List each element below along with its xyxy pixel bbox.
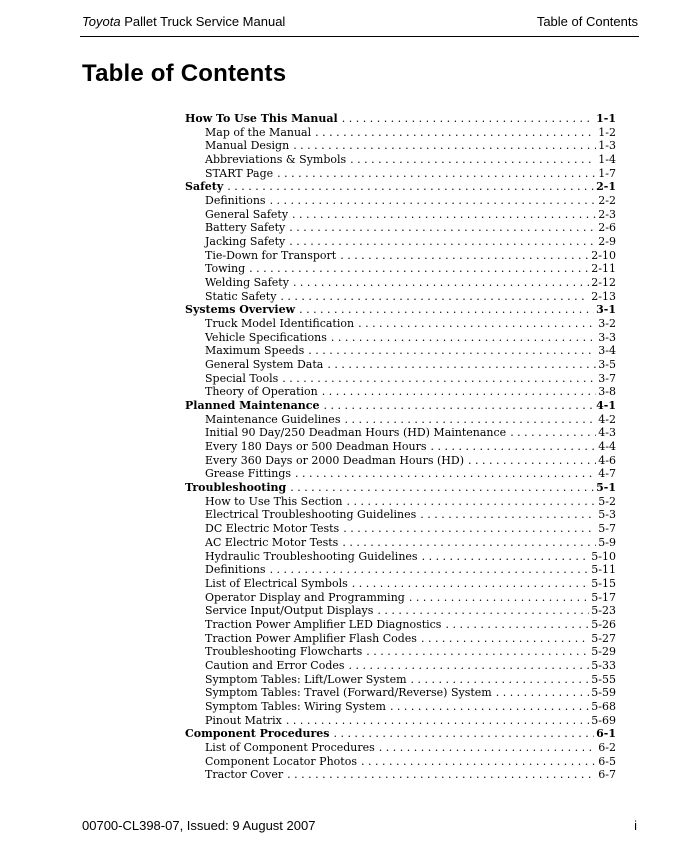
toc-entry-page: 2-6	[598, 221, 616, 235]
dot-leader	[249, 262, 589, 276]
dot-leader	[409, 591, 589, 605]
dot-leader	[327, 358, 596, 372]
dot-leader	[342, 112, 594, 126]
toc-entry-label: General Safety	[205, 207, 289, 221]
dot-leader	[289, 235, 596, 249]
toc-entry-page: 5-11	[591, 563, 616, 577]
toc-entry-page: 3-1	[596, 303, 616, 317]
toc-entry-label: Maintenance Guidelines	[205, 412, 341, 426]
toc-entry-label: Initial 90 Day/250 Deadman Hours (HD) Maintenance	[205, 426, 507, 440]
toc-entry-label: Grease Fittings	[205, 467, 292, 481]
toc-subentry[interactable]	[185, 126, 616, 140]
toc-subentry[interactable]	[185, 454, 616, 468]
toc-entry-label: Symptom Tables: Lift/Lower System	[205, 672, 407, 686]
toc-subentry[interactable]	[185, 645, 616, 659]
toc-entry-label: How To Use This Manual	[185, 112, 338, 125]
toc-subentry[interactable]	[185, 440, 616, 454]
toc-entry-page: 5-29	[591, 645, 616, 659]
toc-entry-page: 4-6	[598, 453, 616, 467]
toc-subentry[interactable]	[185, 577, 616, 591]
dot-leader	[421, 632, 589, 646]
toc-entry-page: 5-68	[591, 699, 616, 713]
dot-leader	[496, 686, 590, 700]
dot-leader	[366, 645, 589, 659]
toc-subentry[interactable]	[185, 426, 616, 440]
toc-entry-page: 4-7	[598, 467, 616, 481]
dot-leader	[349, 659, 590, 673]
dot-leader	[315, 126, 596, 140]
toc-entry-page: 5-69	[591, 713, 616, 727]
dot-leader	[287, 768, 596, 782]
dot-leader	[277, 167, 596, 181]
footer-page-number: i	[634, 818, 637, 833]
toc-section-entry[interactable]	[185, 399, 616, 413]
toc-subentry[interactable]	[185, 262, 616, 276]
dot-leader	[292, 208, 596, 222]
toc-section-entry[interactable]	[185, 481, 616, 495]
toc-entry-page: 5-15	[591, 576, 616, 590]
toc-entry-label: Hydraulic Troubleshooting Guidelines	[205, 549, 418, 563]
toc-entry-label: Electrical Troubleshooting Guidelines	[205, 508, 417, 522]
running-header-title	[82, 14, 285, 29]
toc-entry-page: 3-3	[598, 330, 616, 344]
dot-leader	[379, 741, 596, 755]
toc-entry-label: Symptom Tables: Wiring System	[205, 699, 386, 713]
toc-entry-label: Every 360 Days or 2000 Deadman Hours (HD)	[205, 453, 465, 467]
toc-subentry[interactable]	[185, 249, 616, 263]
toc-entry-label: Safety	[185, 180, 224, 194]
dot-leader	[322, 385, 597, 399]
toc-entry-page: 6-7	[598, 768, 616, 782]
toc-entry-page: 3-4	[598, 344, 616, 358]
dot-leader	[344, 413, 596, 427]
toc-entry-page: 6-1	[596, 727, 616, 741]
toc-entry-page: 2-2	[598, 194, 616, 208]
dot-leader	[510, 426, 596, 440]
toc-entry-page: 3-5	[598, 358, 616, 372]
toc-subentry[interactable]	[185, 550, 616, 564]
brand-name: Toyota	[82, 14, 121, 29]
toc-subentry[interactable]	[185, 495, 616, 509]
running-header-section: Table of Contents	[536, 14, 638, 29]
toc-entry-page: 3-7	[598, 371, 616, 385]
toc-subentry[interactable]	[185, 153, 616, 167]
toc-subentry[interactable]	[185, 372, 616, 386]
toc-section-entry[interactable]	[185, 112, 616, 126]
dot-leader	[282, 372, 596, 386]
toc-entry-page: 2-10	[591, 248, 616, 262]
toc-entry-page: 2-12	[591, 276, 616, 290]
toc-subentry[interactable]	[185, 741, 616, 755]
toc-entry-page: 2-11	[591, 262, 616, 276]
dot-leader	[333, 727, 594, 741]
toc-subentry[interactable]	[185, 344, 616, 358]
toc-subentry[interactable]	[185, 358, 616, 372]
dot-leader	[286, 714, 589, 728]
toc-entry-label: DC Electric Motor Tests	[205, 522, 340, 536]
toc-entry-label: Tie-Down for Transport	[205, 248, 337, 262]
toc-entry-label: Traction Power Amplifier Flash Codes	[205, 631, 417, 645]
toc-entry-label: General System Data	[205, 358, 324, 372]
toc-entry-label: Welding Safety	[205, 276, 289, 290]
dot-leader	[358, 317, 596, 331]
toc-entry-label: List of Component Procedures	[205, 740, 375, 754]
toc-entry-label: Every 180 Days or 500 Deadman Hours	[205, 440, 427, 454]
toc-entry-label: Planned Maintenance	[185, 399, 320, 413]
header-rule	[80, 36, 639, 37]
toc-subentry[interactable]	[185, 167, 616, 181]
toc-entry-label: Traction Power Amplifier LED Diagnostics	[205, 617, 442, 631]
toc-entry-label: Map of the Manual	[205, 125, 312, 139]
dot-leader	[290, 481, 594, 495]
toc-entry-label: Towing	[205, 262, 246, 276]
toc-entry-label: Manual Design	[205, 139, 290, 153]
toc-subentry[interactable]	[185, 659, 616, 673]
toc-entry-page: 5-26	[591, 617, 616, 631]
toc-entry-label: START Page	[205, 166, 274, 180]
toc-entry-label: Battery Safety	[205, 221, 286, 235]
toc-entry-label: Maximum Speeds	[205, 344, 305, 358]
toc-subentry[interactable]	[185, 768, 616, 782]
dot-leader	[293, 276, 589, 290]
dot-leader	[445, 618, 589, 632]
toc-entry-page: 5-3	[598, 508, 616, 522]
toc-entry-page: 5-17	[591, 590, 616, 604]
toc-entry-label: Systems Overview	[185, 303, 296, 317]
dot-leader	[352, 577, 590, 591]
toc-entry-page: 4-4	[598, 440, 616, 454]
toc-subentry[interactable]	[185, 686, 616, 700]
toc-entry-page: 5-7	[598, 522, 616, 536]
toc-subentry[interactable]	[185, 536, 616, 550]
toc-entry-label: Truck Model Identification	[205, 317, 355, 331]
toc-subentry[interactable]	[185, 618, 616, 632]
toc-entry-page: 1-4	[598, 153, 616, 167]
dot-leader	[293, 139, 596, 153]
toc-section-entry[interactable]	[185, 303, 616, 317]
toc-entry-label: Definitions	[205, 194, 266, 208]
toc-subentry[interactable]	[185, 221, 616, 235]
dot-leader	[289, 221, 596, 235]
toc-subentry[interactable]	[185, 591, 616, 605]
toc-entry-label: Pinout Matrix	[205, 713, 282, 727]
toc-subentry[interactable]	[185, 317, 616, 331]
dot-leader	[340, 249, 589, 263]
toc-entry-label: Theory of Operation	[205, 385, 318, 399]
toc-entry-label: Definitions	[205, 563, 266, 577]
toc-entry-label: Symptom Tables: Travel (Forward/Reverse) System	[205, 686, 492, 700]
toc-entry-page: 5-2	[598, 494, 616, 508]
toc-entry-page: 2-9	[598, 235, 616, 249]
toc-subentry[interactable]	[185, 508, 616, 522]
toc-subentry[interactable]	[185, 413, 616, 427]
toc-entry-page: 6-2	[598, 740, 616, 754]
toc-subentry[interactable]	[185, 700, 616, 714]
dot-leader	[377, 604, 589, 618]
toc-entry-label: Jacking Safety	[205, 235, 286, 249]
dot-leader	[227, 180, 594, 194]
toc-entry-page: 2-3	[598, 207, 616, 221]
toc-entry-page: 1-1	[596, 112, 616, 125]
toc-entry-label: How to Use This Section	[205, 494, 343, 508]
dot-leader	[342, 536, 596, 550]
toc-subentry[interactable]	[185, 235, 616, 249]
dot-leader	[468, 454, 596, 468]
toc-subentry[interactable]	[185, 673, 616, 687]
toc-subentry[interactable]	[185, 208, 616, 222]
toc-entry-page: 3-2	[598, 317, 616, 331]
toc-subentry[interactable]	[185, 522, 616, 536]
table-of-contents	[185, 112, 616, 782]
toc-subentry[interactable]	[185, 632, 616, 646]
dot-leader	[280, 290, 589, 304]
dot-leader	[323, 399, 594, 413]
toc-entry-page: 4-3	[598, 426, 616, 440]
toc-entry-page: 5-23	[591, 604, 616, 618]
toc-entry-label: AC Electric Motor Tests	[205, 535, 339, 549]
toc-entry-label: Static Safety	[205, 289, 277, 303]
toc-subentry[interactable]	[185, 276, 616, 290]
dot-leader	[347, 495, 597, 509]
toc-subentry[interactable]	[185, 755, 616, 769]
dot-leader	[331, 331, 596, 345]
toc-entry-page: 2-13	[591, 289, 616, 303]
toc-entry-label: Operator Display and Programming	[205, 590, 405, 604]
toc-entry-page: 1-3	[598, 139, 616, 153]
toc-entry-label: Component Procedures	[185, 727, 330, 741]
dot-leader	[390, 700, 589, 714]
toc-entry-page: 5-9	[598, 535, 616, 549]
toc-entry-label: Caution and Error Codes	[205, 658, 345, 672]
toc-entry-label: List of Electrical Symbols	[205, 576, 348, 590]
toc-entry-page: 4-1	[596, 399, 616, 413]
toc-entry-label: Abbreviations & Symbols	[205, 153, 347, 167]
dot-leader	[420, 508, 596, 522]
page-title: Table of Contents	[82, 60, 287, 87]
toc-entry-label: Tractor Cover	[205, 768, 284, 782]
toc-entry-page: 5-55	[591, 672, 616, 686]
dot-leader	[361, 755, 596, 769]
toc-subentry[interactable]	[185, 194, 616, 208]
toc-entry-page: 4-2	[598, 412, 616, 426]
toc-subentry[interactable]	[185, 139, 616, 153]
toc-subentry[interactable]	[185, 331, 616, 345]
toc-entry-page: 5-33	[591, 658, 616, 672]
toc-subentry[interactable]	[185, 385, 616, 399]
toc-section-entry[interactable]	[185, 180, 616, 194]
toc-entry-label: Service Input/Output Displays	[205, 604, 374, 618]
toc-entry-label: Vehicle Specifications	[205, 330, 327, 344]
toc-entry-label: Component Locator Photos	[205, 754, 357, 768]
toc-entry-label: Troubleshooting Flowcharts	[205, 645, 363, 659]
dot-leader	[308, 344, 596, 358]
dot-leader	[411, 673, 590, 687]
toc-subentry[interactable]	[185, 714, 616, 728]
toc-subentry[interactable]	[185, 290, 616, 304]
dot-leader	[343, 522, 596, 536]
toc-entry-page: 2-1	[596, 180, 616, 194]
toc-subentry[interactable]	[185, 604, 616, 618]
dot-leader	[270, 194, 597, 208]
dot-leader	[270, 563, 590, 577]
toc-subentry[interactable]	[185, 563, 616, 577]
toc-entry-label: Troubleshooting	[185, 481, 287, 495]
toc-entry-page: 5-59	[591, 686, 616, 700]
toc-entry-page: 5-27	[591, 631, 616, 645]
toc-entry-page: 1-7	[598, 166, 616, 180]
dot-leader	[299, 303, 594, 317]
toc-entry-page: 3-8	[598, 385, 616, 399]
toc-section-entry[interactable]	[185, 727, 616, 741]
dot-leader	[295, 467, 596, 481]
footer-doc-info: 00700-CL398-07, Issued: 9 August 2007	[82, 818, 316, 833]
toc-entry-page: 5-1	[596, 481, 616, 495]
toc-entry-label: Special Tools	[205, 371, 279, 385]
manual-name: Pallet Truck Service Manual	[124, 14, 286, 29]
dot-leader	[431, 440, 597, 454]
dot-leader	[350, 153, 596, 167]
toc-subentry[interactable]	[185, 467, 616, 481]
dot-leader	[422, 550, 590, 564]
toc-entry-page: 5-10	[591, 549, 616, 563]
toc-entry-page: 1-2	[598, 125, 616, 139]
toc-entry-page: 6-5	[598, 754, 616, 768]
